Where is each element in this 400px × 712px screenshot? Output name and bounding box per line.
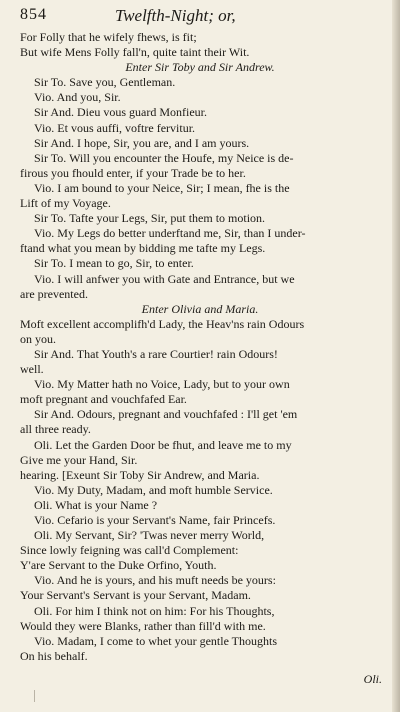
text-line: Oli. For him I think not on him: For his Thoughts, bbox=[34, 603, 275, 618]
text-line: Vio. And he is yours, and his muft needs be yours: bbox=[34, 573, 276, 588]
text-line: Vio. I am bound to your Neice, Sir; I mean, fhe is the bbox=[34, 180, 290, 195]
text-line: Oli. What is your Name ? bbox=[34, 497, 158, 512]
text-line: Sir And. Odours, pregnant and vouchfafed : I'll get 'em bbox=[34, 407, 298, 422]
text-line: Enter Olivia and Maria. bbox=[141, 301, 259, 316]
text-line: On his behalf. bbox=[20, 648, 88, 663]
text-line: Would they were Blanks, rather than fill'd with me. bbox=[20, 618, 266, 633]
text-line: Vio. Madam, I come to whet your gentle Thoughts bbox=[34, 633, 278, 648]
text-line: Sir To. Tafte your Legs, Sir, put them to motion. bbox=[34, 211, 266, 226]
text-line: Y'are Servant to the Duke Orfino, Youth. bbox=[20, 558, 217, 573]
text-line: moft pregnant and vouchfafed Ear. bbox=[20, 392, 187, 407]
text-line: Vio. My Duty, Madam, and moft humble Service. bbox=[34, 482, 273, 497]
text-line: firous you fhould enter, if your Trade be to her. bbox=[20, 165, 246, 180]
text-line: Sir To. Save you, Gentleman. bbox=[34, 75, 176, 90]
text-line: Sir To. I mean to go, Sir, to enter. bbox=[34, 256, 194, 271]
text-line: Sir And. Dieu vous guard Monfieur. bbox=[34, 105, 207, 120]
text-body bbox=[20, 30, 380, 664]
text-line: For Folly that he wifely fhews, is fit; bbox=[20, 30, 197, 44]
text-line: hearing. [Exeunt Sir Toby Sir Andrew, and Maria. bbox=[20, 467, 260, 482]
text-line: Sir And. That Youth's a rare Courtier! rain Odours! bbox=[34, 346, 278, 361]
text-line: Moft excellent accomplifh'd Lady, the Heav'ns rain Odours bbox=[20, 316, 305, 331]
margin-mark bbox=[34, 690, 35, 702]
text-line: ftand what you mean by bidding me tafte my Legs. bbox=[20, 241, 266, 256]
page-edge bbox=[392, 0, 400, 712]
text-line: Sir And. I hope, Sir, you are, and I am yours. bbox=[34, 135, 250, 150]
text-line: Enter Sir Toby and Sir Andrew. bbox=[125, 60, 275, 75]
text-line: Vio. Cefario is your Servant's Name, fair Princefs. bbox=[34, 513, 276, 527]
text-line: Vio. I will anfwer you with Gate and Entrance, but we bbox=[34, 271, 295, 286]
text-line: Vio. And you, Sir. bbox=[34, 90, 121, 105]
text-line: Your Servant's Servant is your Servant, Madam. bbox=[20, 588, 251, 603]
text-line: But wife Mens Folly fall'n, quite taint their Wit. bbox=[20, 45, 250, 60]
text-line: Vio. My Legs do better underftand me, Sir, than I under- bbox=[34, 226, 306, 241]
text-line: Vio. Et vous auffi, voftre fervitur. bbox=[34, 120, 196, 135]
text-line: on you. bbox=[20, 331, 56, 346]
catchword: Oli. bbox=[363, 672, 382, 686]
text-line: all three ready. bbox=[20, 422, 91, 437]
text-line: well. bbox=[20, 362, 44, 377]
text-line: Lift of my Voyage. bbox=[20, 196, 111, 211]
running-head: Twelfth-Night; or, bbox=[115, 6, 236, 25]
page-number: 854 bbox=[20, 6, 47, 23]
text-line: Vio. My Matter hath no Voice, Lady, but to your own bbox=[34, 377, 290, 392]
text-line: Oli. My Servant, Sir? 'Twas never merry World, bbox=[34, 528, 265, 543]
text-line: Oli. Let the Garden Door be fhut, and leave me to my bbox=[34, 437, 292, 452]
page-header bbox=[20, 6, 386, 28]
text-line: Sir To. Will you encounter the Houfe, my Neice is de- bbox=[34, 150, 294, 165]
text-line: Give me your Hand, Sir. bbox=[20, 452, 138, 467]
text-line: Since lowly feigning was call'd Complement: bbox=[20, 543, 239, 558]
text-line: are prevented. bbox=[20, 286, 88, 301]
